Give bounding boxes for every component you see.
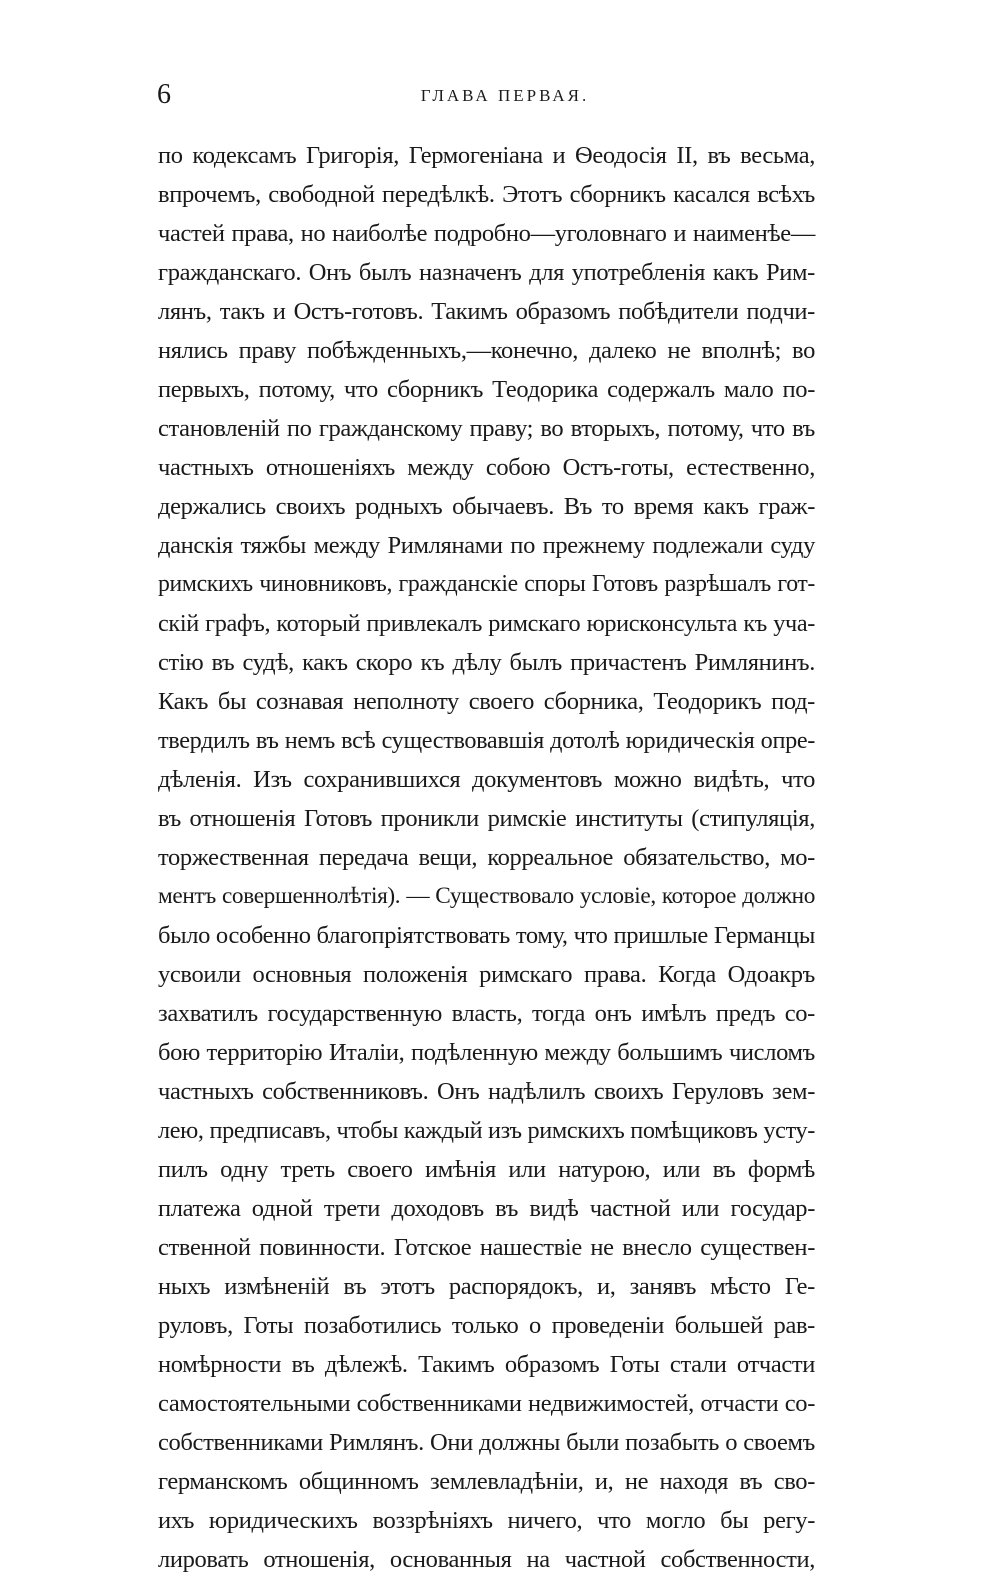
text-line: собственниками Римлянъ. Они должны были позабыть о своемъ — [158, 1429, 815, 1456]
text-line: ихъ юридическихъ воззрѣніяхъ ничего, что могло бы регу- — [158, 1507, 815, 1534]
page-header — [155, 78, 815, 112]
text-line: руловъ, Готы позаботились только о проведеніи большей рав- — [158, 1312, 815, 1339]
page-number: 6 — [157, 79, 171, 110]
text-line: германскомъ общинномъ землевладѣніи, и, не находя въ сво- — [158, 1468, 815, 1495]
text-line: пилъ одну треть своего имѣнія или натурою, или въ формѣ — [158, 1156, 815, 1183]
text-line: частей права, но наиболѣе подробно—уголовнаго и наименѣе— — [158, 220, 815, 247]
text-line: усвоили основныя положенія римскаго права. Когда Одоакръ — [158, 961, 815, 988]
text-line: торжественная передача вещи, корреальное обязательство, мо- — [158, 844, 815, 871]
text-line: въ отношенія Готовъ проникли римскіе институты (стипуляція, — [158, 805, 815, 832]
text-line: ственной повинности. Готское нашествіе не внесло существен- — [158, 1234, 815, 1261]
text-line: бою территорію Италіи, подѣленную между большимъ числомъ — [158, 1039, 815, 1066]
body-text — [158, 136, 815, 1579]
text-line: ментъ совершеннолѣтія). — Существовало условіе, которое должно — [158, 883, 815, 909]
text-line: становленій по гражданскому праву; во вторыхъ, потому, что въ — [158, 415, 815, 442]
text-line: частныхъ собственниковъ. Онъ надѣлилъ своихъ Геруловъ зем- — [158, 1078, 815, 1105]
text-line: римскихъ чиновниковъ, гражданскіе споры Готовъ разрѣшалъ гот- — [158, 571, 815, 597]
text-line: держались своихъ родныхъ обычаевъ. Въ то время какъ граж- — [158, 493, 815, 520]
text-line: впрочемъ, свободной передѣлкѣ. Этотъ сборникъ касался всѣхъ — [158, 181, 815, 208]
text-line: номѣрности въ дѣлежѣ. Такимъ образомъ Готы стали отчасти — [158, 1351, 815, 1378]
text-line: данскія тяжбы между Римлянами по прежнему подлежали суду — [158, 532, 815, 559]
text-line: платежа одной трети доходовъ въ видѣ частной или государ- — [158, 1195, 815, 1222]
text-line: нялись праву побѣжденныхъ,—конечно, далеко не вполнѣ; во — [158, 337, 815, 364]
text-line: ныхъ измѣненій въ этотъ распорядокъ, и, занявъ мѣсто Ге- — [158, 1273, 815, 1300]
text-line: дѣленія. Изъ сохранившихся документовъ можно видѣть, что — [158, 766, 815, 793]
text-line: Какъ бы сознавая неполноту своего сборника, Теодорикъ под- — [158, 688, 815, 715]
text-line: первыхъ, потому, что сборникъ Теодорика содержалъ мало по- — [158, 376, 815, 403]
text-line: частныхъ отношеніяхъ между собою Остъ-готы, естественно, — [158, 454, 815, 481]
chapter-running-head: ГЛАВА ПЕРВАЯ. — [420, 86, 590, 105]
text-line: стію въ судѣ, какъ скоро къ дѣлу былъ причастенъ Римлянинъ. — [158, 649, 815, 676]
text-line: гражданскаго. Онъ былъ назначенъ для употребленія какъ Рим- — [158, 259, 815, 286]
text-line: было особенно благопріятствовать тому, что пришлые Германцы — [158, 922, 815, 949]
text-line: скій графъ, который привлекалъ римскаго юрисконсульта къ уча- — [158, 610, 815, 637]
text-line: лею, предписавъ, чтобы каждый изъ римскихъ помѣщиковъ усту- — [158, 1117, 815, 1144]
text-line: по кодексамъ Григорія, Гермогеніана и Ѳеодосія II, въ весьма, — [158, 142, 815, 169]
text-line: лировать отношенія, основанныя на частной собственности, — [158, 1546, 815, 1573]
text-line: твердилъ въ немъ всѣ существовавшія дотолѣ юридическія опре- — [158, 727, 815, 754]
text-line: лянъ, такъ и Остъ-готовъ. Такимъ образомъ побѣдители подчи- — [158, 298, 815, 325]
text-line: самостоятельными собственниками недвижимостей, отчасти со- — [158, 1390, 815, 1417]
text-line: захватилъ государственную власть, тогда онъ имѣлъ предъ со- — [158, 1000, 815, 1027]
